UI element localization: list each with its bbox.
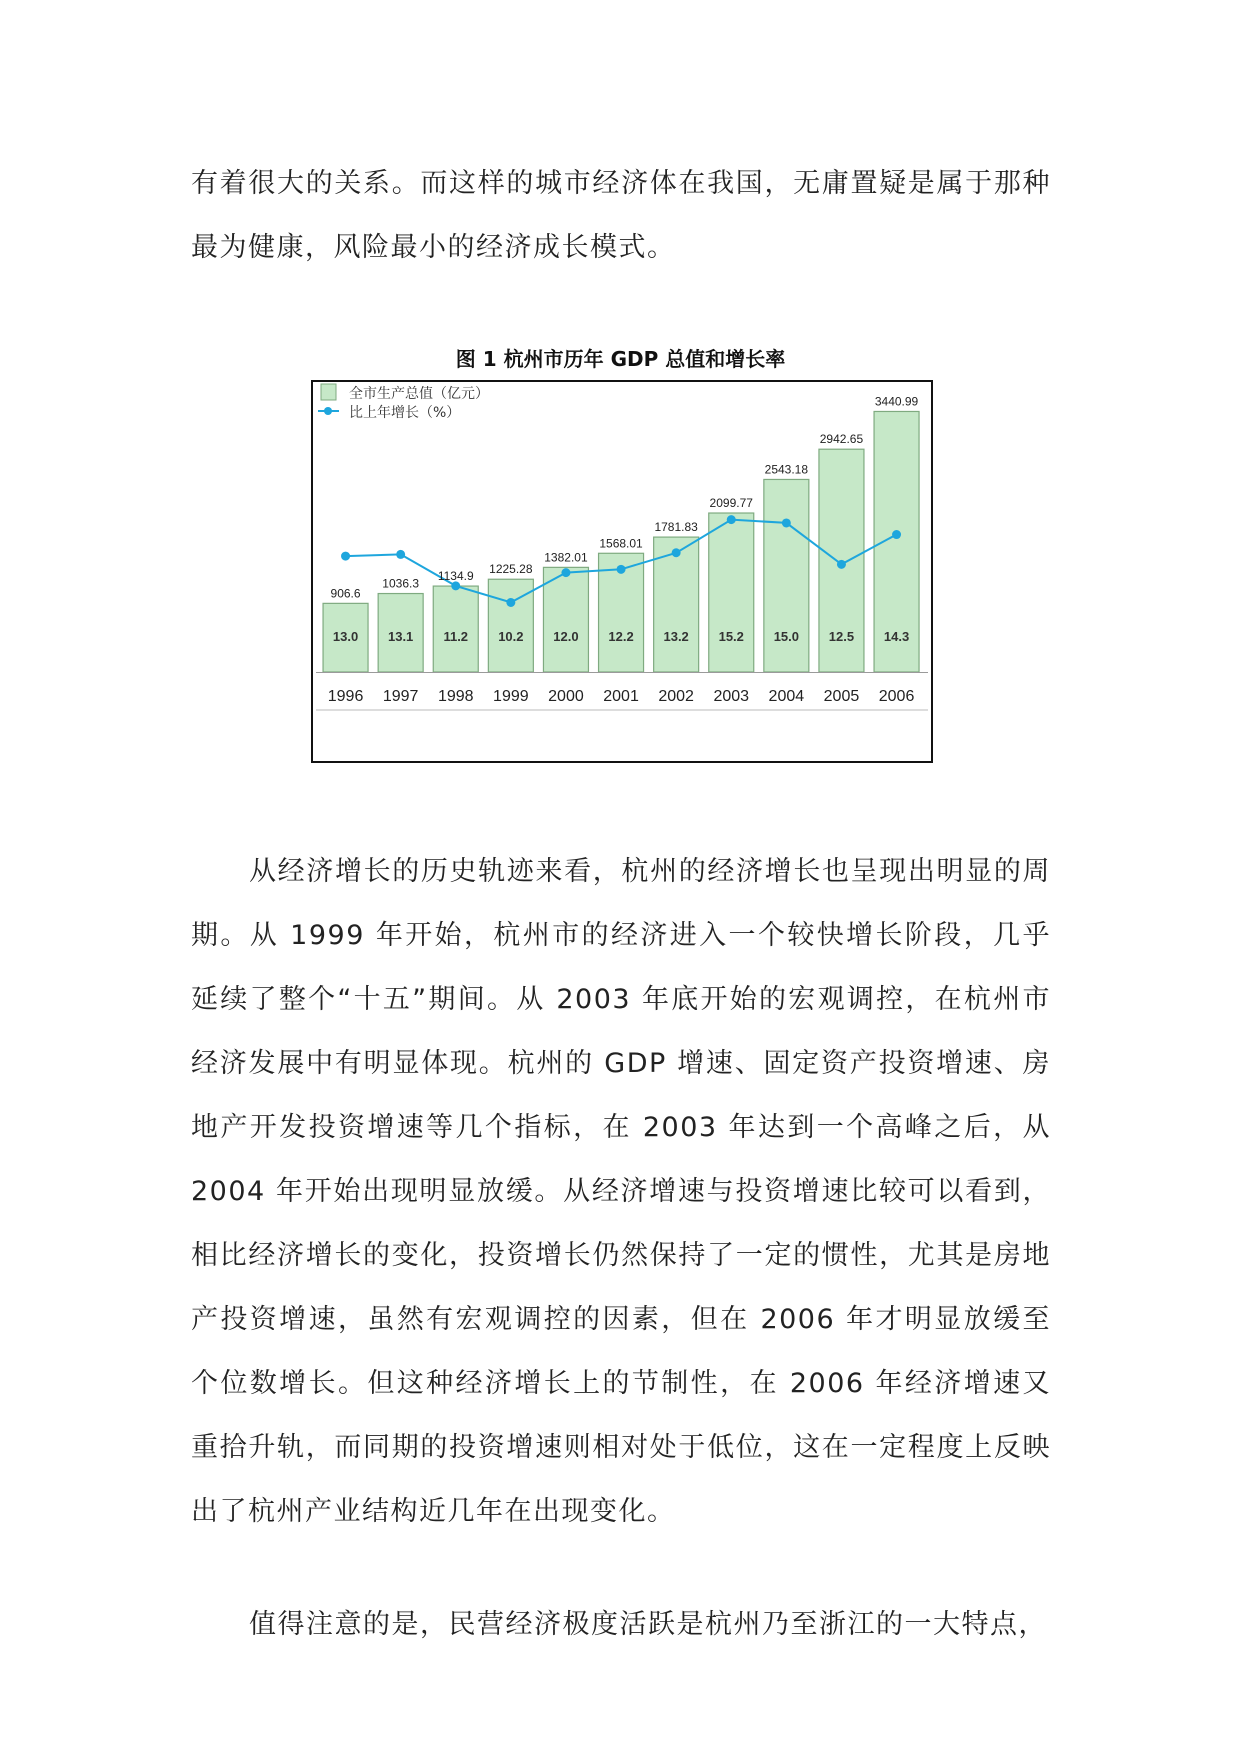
growth-rate-point-1997	[396, 550, 405, 559]
x-tick-label-1998: 1998	[437, 688, 474, 705]
gdp-value-label-2000: 1382.01	[544, 550, 588, 565]
gdp-value-label-2002: 1781.83	[654, 520, 698, 535]
x-tick-label-2004: 2004	[768, 688, 805, 705]
growth-rate-point-2005	[837, 560, 846, 569]
gdp-value-label-2005: 2942.65	[819, 432, 864, 447]
figure-title: 图 1 杭州市历年 GDP 总值和增长率	[455, 347, 786, 371]
paragraph-growth-history: 从经济增长的历史轨迹来看，杭州的经济增长也呈现出明显的周期。从 1999 年开始，杭州市的经济进入一个较快增长阶段，几乎延续了整个“十五”期间。从 2003 年底开始的宏观调控，在杭州市经济发展中有明显体现。杭州的 GDP 增速、固定资产投资增速、房地产开发投资增速等几个指标，在 2003 年达到一个高峰之后，从 2004 年开始出现明显放缓。从经济增速与投资增速比较可以看到，相比经济增长的变化，投资增长仍然保持了一定的惯性，尤其是房地产投资增速，虽然有宏观调控的因素，但在 2006 年才明显放缓至个位数增长。但这种经济增长上的节制性，在 2006 年经济增速又重拾升轨，而同期的投资增速则相对处于低位，这在一定程度上反映出了杭州产业结构近几年在出现变化。	[191, 856, 1051, 1527]
growth-rate-label-2001: 12.2	[608, 629, 634, 644]
x-tick-label-1997: 1997	[382, 688, 419, 705]
x-tick-label-2005: 2005	[823, 688, 860, 705]
gdp-value-label-1999: 1225.28	[489, 562, 533, 577]
gdp-value-label-2003: 2099.77	[709, 496, 753, 511]
x-tick-label-2003: 2003	[713, 688, 750, 705]
gdp-value-label-2004: 2543.18	[764, 462, 809, 477]
legend-bar-swatch	[321, 384, 336, 400]
gdp-value-label-2006: 3440.99	[874, 394, 919, 409]
growth-rate-point-2000	[561, 568, 570, 577]
gdp-value-label-1996: 906.6	[330, 586, 361, 601]
growth-rate-label-2004: 15.0	[773, 629, 800, 644]
growth-rate-point-1999	[506, 598, 515, 607]
gdp-value-label-1997: 1036.3	[382, 576, 420, 591]
x-tick-label-1996: 1996	[327, 688, 364, 705]
growth-rate-point-1996	[341, 552, 350, 561]
growth-rate-label-2003: 15.2	[718, 629, 744, 644]
x-tick-label-2001: 2001	[603, 688, 639, 705]
growth-rate-point-2001	[617, 565, 626, 574]
growth-rate-point-2006	[892, 530, 901, 539]
gdp-value-label-2001: 1568.01	[599, 536, 643, 551]
legend-line-label: 比上年增长（%）	[349, 405, 461, 421]
growth-rate-label-2002: 13.2	[663, 629, 689, 644]
paragraph-intro: 有着很大的关系。而这样的城市经济体在我国，无庸置疑是属于那种最为健康，风险最小的经济成长模式。	[191, 168, 1051, 263]
growth-rate-label-1997: 13.1	[387, 629, 414, 644]
legend-line-marker	[324, 407, 332, 415]
legend-bar-label: 全市生产总值（亿元）	[349, 386, 489, 402]
growth-rate-point-2004	[782, 518, 791, 527]
growth-rate-point-2002	[672, 548, 681, 557]
growth-rate-label-1996: 13.0	[332, 629, 359, 644]
growth-rate-point-2003	[727, 515, 736, 524]
x-tick-label-2002: 2002	[658, 688, 694, 705]
growth-rate-label-2006: 14.3	[883, 629, 910, 644]
growth-rate-label-2000: 12.0	[553, 629, 579, 644]
growth-rate-label-2005: 12.5	[828, 629, 855, 644]
x-tick-label-2000: 2000	[548, 688, 584, 705]
gdp-bar-2003	[709, 513, 754, 672]
gdp-bar-2000	[543, 567, 588, 672]
x-tick-label-1999: 1999	[493, 688, 529, 705]
growth-rate-label-1999: 10.2	[498, 629, 524, 644]
growth-rate-label-1998: 11.2	[443, 629, 469, 644]
paragraph-private-economy: 值得注意的是，民营经济极度活跃是杭州乃至浙江的一大特点，	[249, 1609, 1047, 1640]
gdp-value-label-1998: 1134.9	[437, 569, 474, 584]
gdp-chart	[311, 380, 933, 763]
x-tick-label-2006: 2006	[878, 688, 915, 705]
